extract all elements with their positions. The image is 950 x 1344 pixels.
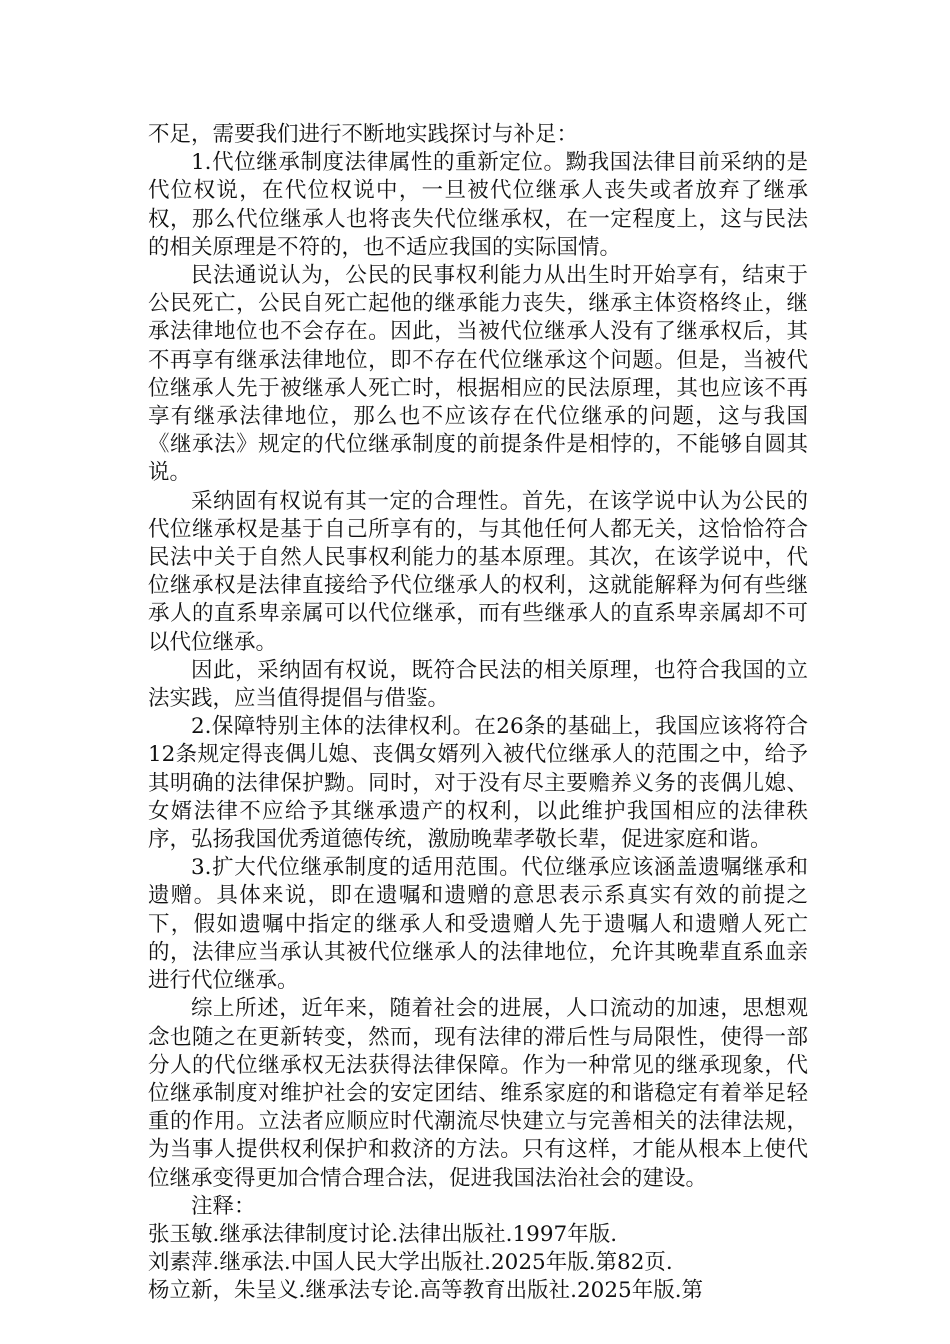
paragraph-point-3: 3.扩大代位继承制度的适用范围。代位继承应该涵盖遗嘱继承和遗赠。具体来说，即在遗嘱和遗赠的意思表示系真实有效的前提之下，假如遗嘱中指定的继承人和受遗赠人先于遗嘱人和遗赠人死亡的，法律应当承认其被代位继承人的法律地位，允许其晚辈直系血亲进行代位继承。: [148, 855, 808, 994]
paragraph-inherent-right-theory: 采纳固有权说有其一定的合理性。首先，在该学说中认为公民的代位继承权是基于自己所享有的，与其他任何人都无关，这恰恰符合民法中关于自然人民事权利能力的基本原理。其次，在该学说中，代位继承权是法律直接给予代位继承人的权利，这就能解释为何有些继承人的直系卑亲属可以代位继承，而有些继承人的直系卑亲属却不可以代位继承。: [148, 488, 808, 655]
reference-item: 刘素萍.继承法.中国人民大学出版社.2025年版.第82页.: [148, 1250, 673, 1276]
paragraph-summary: 综上所述，近年来，随着社会的进展，人口流动的加速，思想观念也随之在更新转变，然而，现有法律的滞后性与局限性，使得一部分人的代位继承权无法获得法律保障。作为一种常见的继承现象，代位继承制度对维护社会的安定团结、维系家庭的和谐稳定有着举足轻重的作用。立法者应顺应时代潮流尽快建立与完善相关的法律法规，为当事人提供权利保护和救济的方法。只有这样，才能从根本上使代位继承变得更加合情合理合法，促进我国法治社会的建设。: [148, 996, 808, 1191]
paragraph-point-2: 2.保障特别主体的法律权利。在26条的基础上，我国应该将符合12条规定得丧偶儿媳、丧偶女婿列入被代位继承人的范围之中，给予其明确的法律保护黝。同时，对于没有尽主要赡养义务的丧偶儿媳、女婿法律不应给予其继承遗产的权利，以此维护我国相应的法律秩序，弘扬我国优秀道德传统，激励晚辈孝敬长辈，促进家庭和谐。: [148, 714, 808, 853]
paragraph-conclusion-theory: 因此，采纳固有权说，既符合民法的相关原理，也符合我国的立法实践，应当值得提倡与借鉴。: [148, 657, 808, 712]
notes-label: 注释：: [191, 1193, 256, 1219]
document-body: [148, 121, 808, 1306]
paragraph-civil-law-theory: 民法通说认为，公民的民事权利能力从出生时开始享有，结束于公民死亡，公民自死亡起他的继承能力丧失，继承主体资格终止，继承法律地位也不会存在。因此，当被代位继承人没有了继承权后，其不再享有继承法律地位，即不存在代位继承这个问题。但是，当被代位继承人先于被继承人死亡时，根据相应的民法原理，其也应该不再享有继承法律地位，那么也不应该存在代位继承的问题，这与我国《继承法》规定的代位继承制度的前提条件是相悖的，不能够自圆其说。: [148, 263, 808, 486]
paragraph-intro: 不足，需要我们进行不断地实践探讨与补足：: [148, 122, 579, 147]
reference-item: 张玉敏.继承法律制度讨论.法律出版社.1997年版.: [148, 1221, 618, 1247]
reference-item: 杨立新，朱呈义.继承法专论.高等教育出版社.2025年版.第: [148, 1278, 704, 1304]
paragraph-point-1: 1.代位继承制度法律属性的重新定位。黝我国法律目前采纳的是代位权说，在代位权说中，一旦被代位继承人丧失或者放弃了继承权，那么代位继承人也将丧失代位继承权，在一定程度上，这与民法的相关原理是不符的，也不适应我国的实际国情。: [148, 150, 808, 260]
